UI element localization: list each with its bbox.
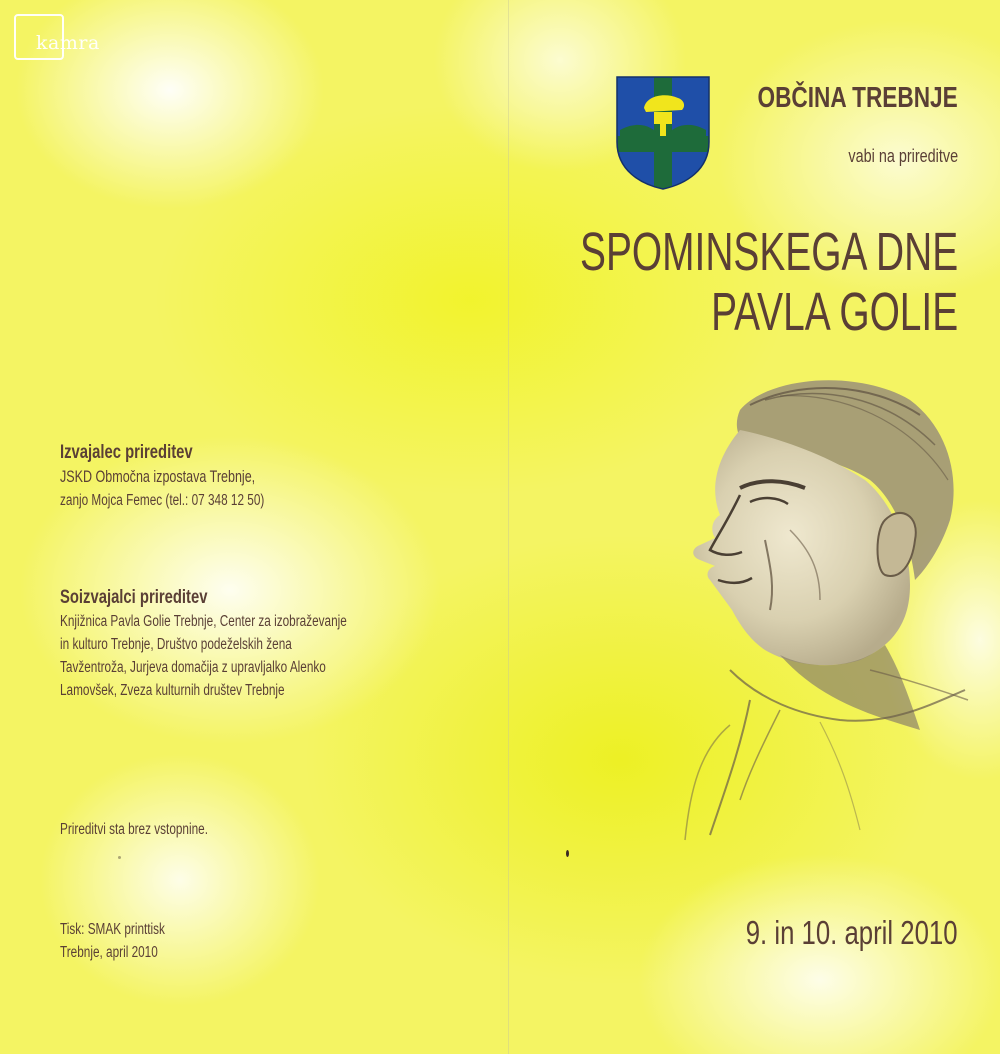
- title-line-1: SPOMINSKEGA DNE: [579, 222, 958, 282]
- invite-text: vabi na prireditve: [848, 146, 958, 166]
- print-line: Tisk: SMAK printtisk: [60, 921, 165, 938]
- organizer-heading: Izvajalec prireditev: [60, 442, 193, 463]
- organizer-block: [60, 442, 329, 512]
- organizer-line: JSKD Območna izpostava Trebnje,: [60, 468, 256, 486]
- pavel-golia-portrait-sketch: [670, 370, 970, 850]
- municipality-header: [701, 82, 958, 115]
- print-line: Trebnje, april 2010: [60, 944, 158, 961]
- fold-line: [508, 0, 509, 1054]
- coorganizers-line: Lamovšek, Zveza kulturnih društev Trebnje: [60, 682, 285, 699]
- admission-text: Prireditvi sta brez vstopnine.: [60, 821, 208, 838]
- kamra-watermark: [6, 10, 116, 58]
- coorganizers-line: Knjižnica Pavla Golie Trebnje, Center za izobraževanje: [60, 613, 347, 630]
- paper-speck: [566, 850, 569, 857]
- organizer-line: zanjo Mojca Femec (tel.: 07 348 12 50): [60, 492, 265, 509]
- coorganizers-block: [60, 587, 437, 702]
- trebnje-coat-of-arms-icon: [616, 76, 710, 190]
- print-info: [60, 918, 198, 964]
- event-title: [433, 222, 958, 342]
- coorganizers-line: in kulturo Trebnje, Društvo podeželskih žena: [60, 636, 292, 653]
- watermark-text: kamra: [36, 32, 100, 54]
- invite-line: [821, 146, 958, 167]
- admission-note: [60, 818, 255, 841]
- event-date: [686, 914, 958, 952]
- title-line-2: PAVLA GOLIE: [710, 282, 958, 342]
- event-date-text: 9. in 10. april 2010: [746, 914, 958, 951]
- municipality-name: OBČINA TREBNJE: [757, 82, 958, 114]
- paper-speck: [118, 856, 121, 859]
- coorganizers-line: Tavžentroža, Jurjeva domačija z upravljalko Alenko: [60, 659, 326, 676]
- coorganizers-heading: Soizvajalci prireditev: [60, 587, 208, 608]
